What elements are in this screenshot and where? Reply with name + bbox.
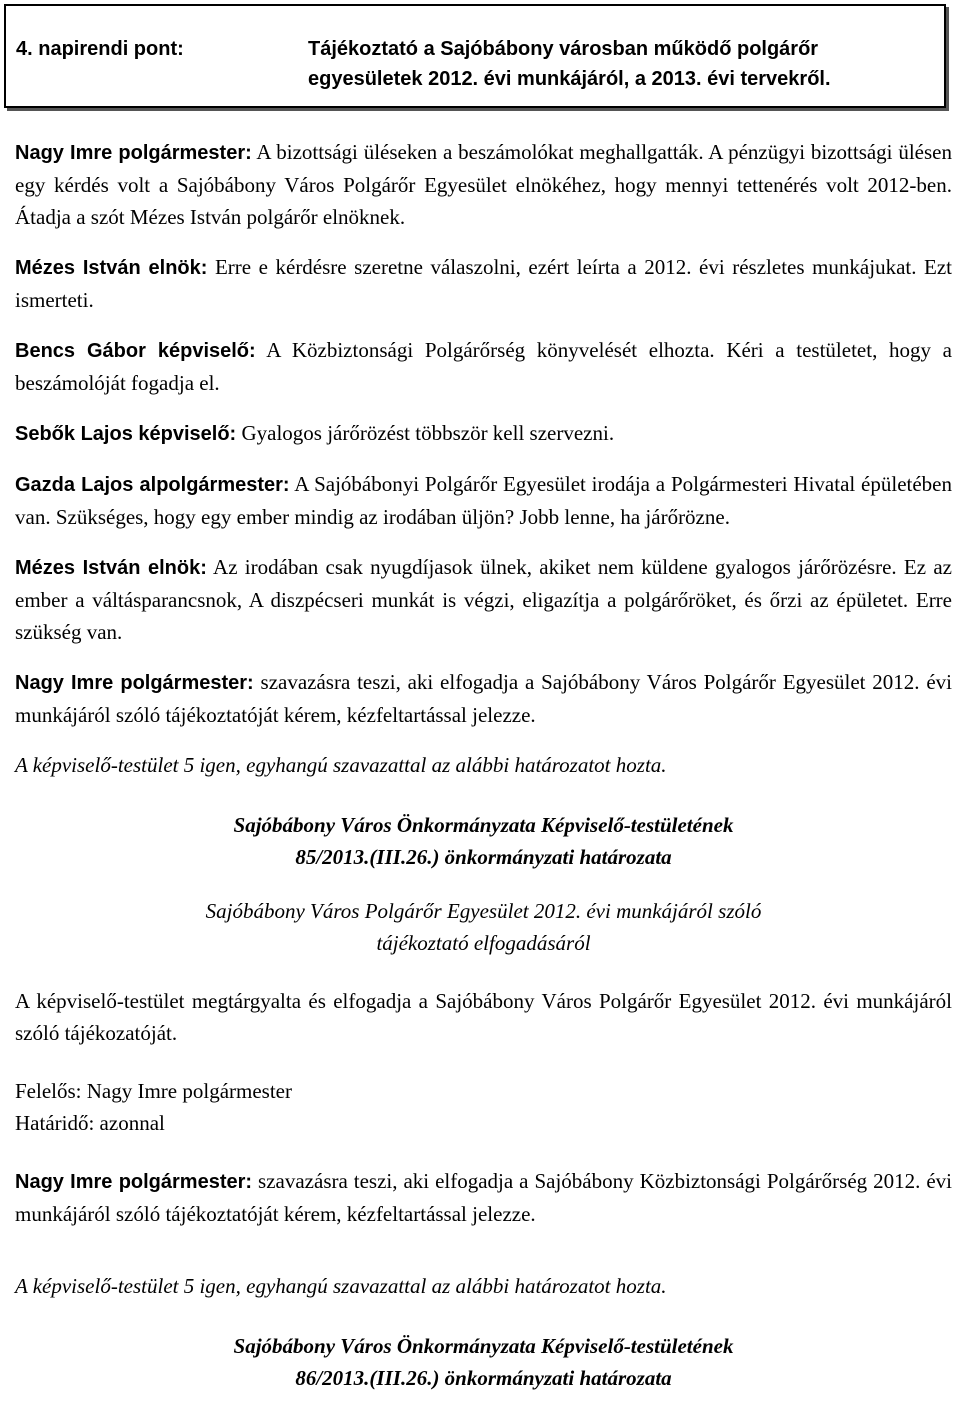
resolution-heading-2: Sajóbábony Város Önkormányzata Képviselő-testületének xyxy=(233,1334,734,1358)
resolution-2 xyxy=(15,1330,952,1394)
paragraph-3 xyxy=(15,334,952,399)
agenda-box xyxy=(4,4,946,108)
resolution-subject-1: Sajóbábony Város Polgárőr Egyesület 2012. évi munkájáról szóló xyxy=(205,899,762,923)
agenda-label: 4. napirendi pont: xyxy=(16,38,184,60)
vote-result-2: A képviselő-testület 5 igen, egyhangú szavazattal az alábbi határozatot hozta. xyxy=(15,1274,667,1298)
paragraph-text: A Sajóbábonyi Polgárőr Egyesület irodája a Polgármesteri Hivatal épületében van. Szükséges, hogy egy ember mindig az irodában üljön? Jobb lenne, ha járőrözne. xyxy=(15,472,953,529)
resolution-heading-1: Sajóbábony Város Önkormányzata Képviselő-testületének xyxy=(233,813,734,837)
paragraph-text: Erre e kérdésre szeretne válaszolni, ezért leírta a 2012. évi részletes munkájukat. Ezt ismerteti. xyxy=(15,255,952,312)
speaker: Nagy Imre polgármester: xyxy=(15,1171,253,1193)
speaker: Gazda Lajos alpolgármester: xyxy=(15,474,290,496)
paragraph-4 xyxy=(15,417,952,450)
resolution-subject-2: tájékoztató elfogadásáról xyxy=(376,931,591,955)
paragraph-5 xyxy=(15,468,952,533)
speaker: Mézes István elnök: xyxy=(15,557,207,579)
speaker: Sebők Lajos képviselő: xyxy=(15,423,237,445)
paragraph-6 xyxy=(15,551,952,648)
paragraph-text: Az irodában csak nyugdíjasok ülnek, akiket nem küldene gyalogos járőrözésre. Ez az ember a váltásparancsnok, A diszpécseri munkát is végzi, eligazítja a polgárőröket, és őrzi az épületet. Erre szükség van. xyxy=(15,555,952,644)
paragraph-text: Gyalogos járőrözést többször kell szervezni. xyxy=(236,421,615,445)
agenda-title-line2: egyesületek 2012. évi munkájáról, a 2013. évi tervekről. xyxy=(308,68,831,90)
paragraph-1 xyxy=(15,136,952,233)
paragraph-text: szavazásra teszi, aki elfogadja a Sajóbábony Közbiztonsági Polgárőrség 2012. évi munkájáról szóló tájékoztatóját kérem, kézfeltartással jelezze. xyxy=(15,1169,953,1226)
paragraph-7 xyxy=(15,666,952,731)
speaker: Nagy Imre polgármester: xyxy=(15,142,252,164)
paragraph-2 xyxy=(15,251,952,316)
resolution-number-2: 86/2013.(III.26.) önkormányzati határozata xyxy=(295,1366,672,1390)
paragraph-text: szavazásra teszi, aki elfogadja a Sajóbábony Város Polgárőr Egyesület 2012. évi munkájáról szóló tájékoztatóját kérem, kézfeltartással jelezze. xyxy=(15,670,953,727)
agenda-title xyxy=(308,34,928,94)
agenda-title-line1: Tájékoztató a Sajóbábony városban működő polgárőr xyxy=(308,38,819,60)
speaker: Mézes István elnök: xyxy=(15,257,208,279)
speaker: Bencs Gábor képviselő: xyxy=(15,340,256,362)
resolution-number-1: 85/2013.(III.26.) önkormányzati határozata xyxy=(295,845,672,869)
resolution-1 xyxy=(15,809,952,1139)
vote-result-1: A képviselő-testület 5 igen, egyhangú szavazattal az alábbi határozatot hozta. xyxy=(15,753,667,777)
speaker: Nagy Imre polgármester: xyxy=(15,672,254,694)
document-body xyxy=(15,136,952,1394)
resolution-deadline: Határidő: azonnal xyxy=(15,1111,165,1135)
paragraph-text: A bizottsági üléseken a beszámolókat meghallgatták. A pénzügyi bizottsági ülésen egy kérdés volt a Sajóbábony Város Polgárőr Egyesület elnökéhez, hogy mennyi tettenérés volt 2012-ben. Átadja a szót Mézes István polgárőr elnöknek. xyxy=(15,140,952,229)
resolution-body-1: A képviselő-testület megtárgyalta és elfogadja a Sajóbábony Város Polgárőr Egyesület 2012. évi munkájáról szóló tájékozatóját. xyxy=(15,989,952,1045)
paragraph-text: A Közbiztonsági Polgárőrség könyvelését elhozta. Kéri a testületet, hogy a beszámolóját fogadja el. xyxy=(15,338,952,395)
resolution-responsible: Felelős: Nagy Imre polgármester xyxy=(15,1079,292,1103)
paragraph-8 xyxy=(15,1165,952,1230)
